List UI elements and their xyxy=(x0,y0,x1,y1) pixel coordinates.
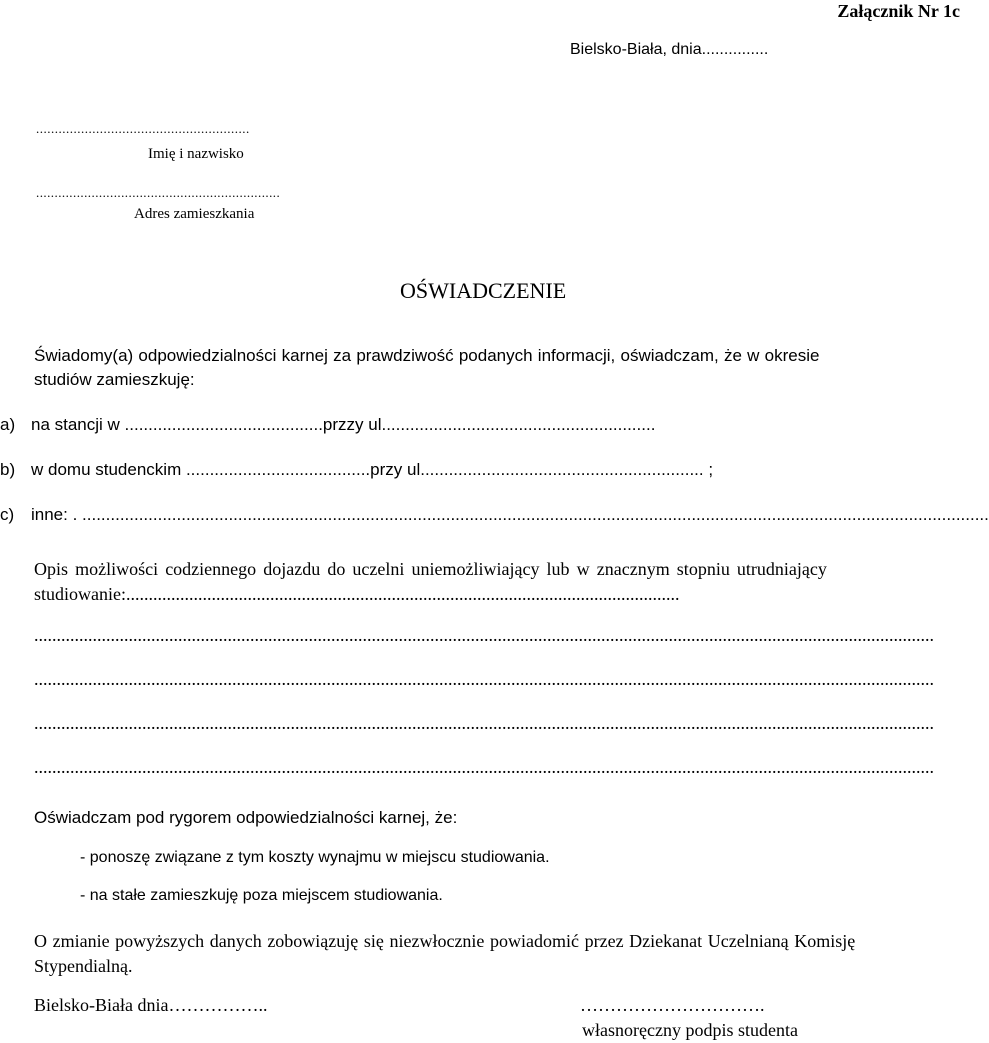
option-c-text: inne: . ................................................................................................................................................................................................ xyxy=(31,505,989,524)
option-b-field[interactable] xyxy=(31,461,831,478)
blank-line-1[interactable] xyxy=(34,625,934,645)
blank-line-3[interactable] xyxy=(34,713,934,733)
option-a-marker: a) xyxy=(0,415,16,434)
declaration-item-1: - ponoszę związane z tym koszty wynajmu w miejscu studiowania. xyxy=(80,849,550,866)
blank-line-2[interactable] xyxy=(34,669,934,689)
option-a-text: na stancji w ..........................................przzy ul.......................................................... xyxy=(31,415,656,434)
change-notice-line-2: Stypendialną. xyxy=(34,956,133,976)
signature-label: własnoręczny podpis studenta xyxy=(582,1020,798,1040)
address-field[interactable]: .................................................................. xyxy=(36,185,281,200)
intro-line-2: studiów zamieszkuję: xyxy=(34,370,195,389)
address-label: Adres zamieszkania xyxy=(134,206,255,222)
option-c-marker: c) xyxy=(0,505,15,524)
commute-line-1: Opis możliwości codziennego dojazdu do uczelni uniemożliwiający lub w znacznym stopniu utrudniający xyxy=(34,559,827,579)
blank-line-4[interactable] xyxy=(34,757,934,777)
signature-field[interactable]: …………………………. xyxy=(580,995,765,1015)
intro-line-1: Świadomy(a) odpowiedzialności karnej za prawdziwość podanych informacji, oświadczam, że w okresie xyxy=(34,346,820,365)
page-title: OŚWIADCZENIE xyxy=(400,278,567,303)
declaration-item-2: - na stałe zamieszkuję poza miejscem studiowania. xyxy=(80,887,443,904)
commute-line-2-text: studiowanie:........................................................................................................................... xyxy=(34,584,680,604)
option-c-field[interactable] xyxy=(31,505,989,524)
name-field[interactable]: ......................................................... xyxy=(36,121,250,136)
change-notice-line-1: O zmianie powyższych danych zobowiązuję się niezwłocznie powiadomić przez Dziekanat Uczelnianą Komisję xyxy=(34,931,856,951)
option-b-text: w domu studenckim .......................................przy ul............................................................ ; xyxy=(31,460,714,479)
option-a-field[interactable] xyxy=(31,416,811,433)
option-b-marker: b) xyxy=(0,460,16,479)
place-date-field[interactable]: Bielsko-Biała, dnia............... xyxy=(570,41,769,58)
attachment-label: Załącznik Nr 1c xyxy=(837,1,960,21)
footer-place-date-field[interactable]: Bielsko-Biała dnia…………….. xyxy=(34,995,268,1015)
blank-line-1-text: ........................................................................................................................................................................................................ xyxy=(34,625,934,645)
declaration-heading: Oświadczam pod rygorem odpowiedzialności karnej, że: xyxy=(34,808,458,827)
commute-line-2[interactable] xyxy=(34,585,809,603)
blank-line-3-text: ........................................................................................................................................................................................................ xyxy=(34,713,934,733)
blank-line-4-text: ........................................................................................................................................................................................................ xyxy=(34,757,934,777)
name-label: Imię i nazwisko xyxy=(148,146,244,162)
blank-line-2-text: ........................................................................................................................................................................................................ xyxy=(34,669,934,689)
